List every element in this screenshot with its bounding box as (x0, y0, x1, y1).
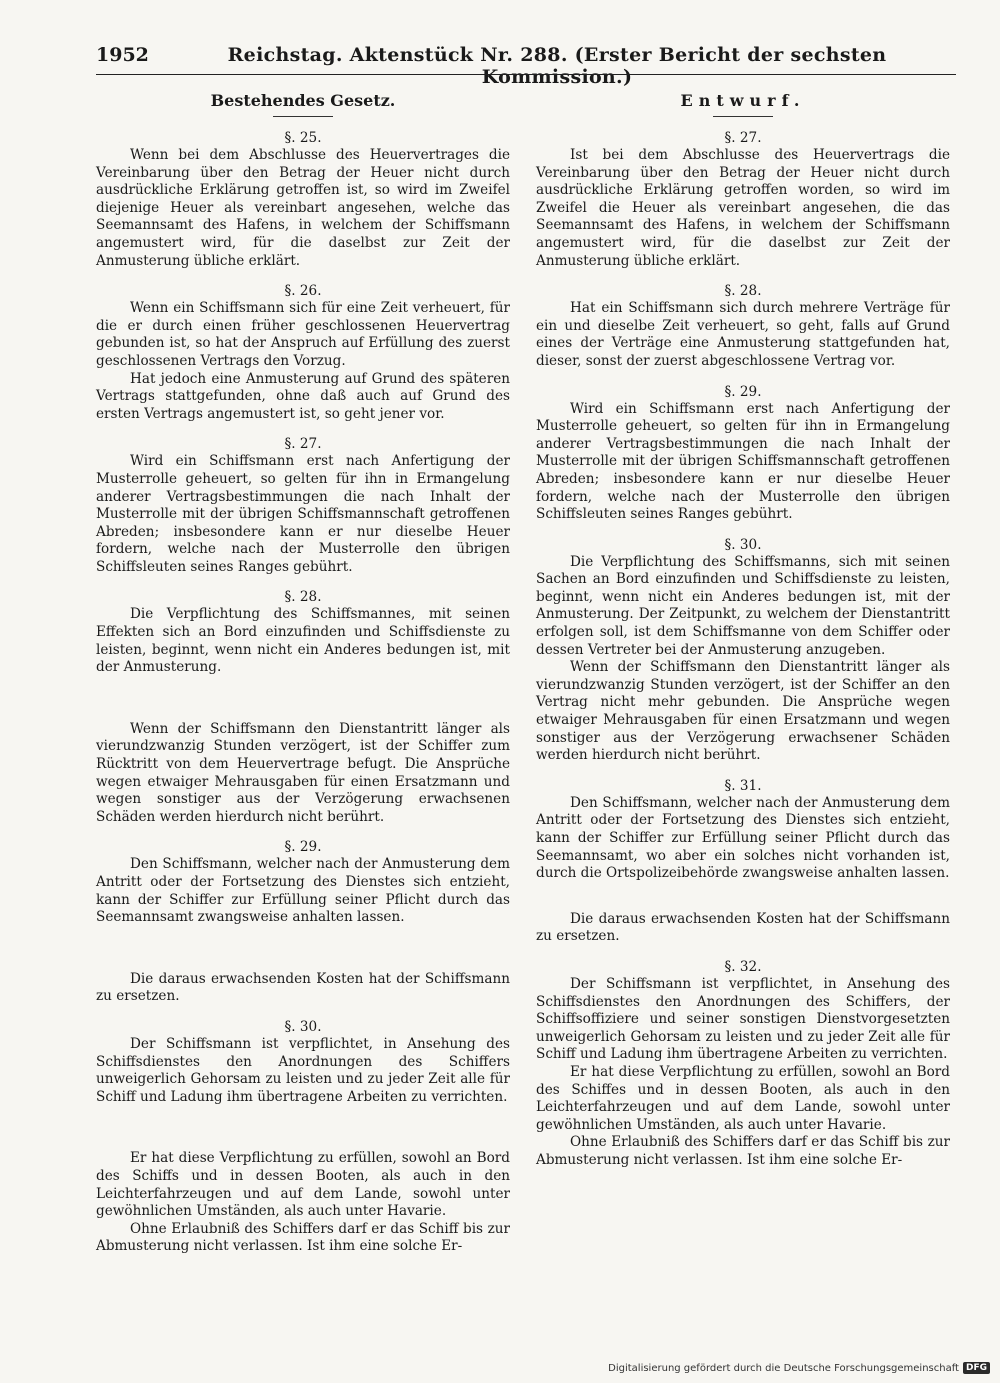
section-30 (536, 536, 950, 765)
paragraph: Die daraus erwachsenden Kosten hat der Schiffsmann zu ersetzen. (536, 910, 950, 945)
section-heading: §. 28. (284, 589, 322, 606)
section-30 (96, 1018, 510, 1256)
section-heading: §. 25. (284, 130, 322, 146)
paragraph: Wenn bei dem Abschlusse des Heuervertrages die Vereinbarung über den Betrag der Heuer nicht durch ausdrückliche Erklärung getroffen ist, so wird im Zweifel diejenige Heuer als vereinbart angesehen, welche das Seemannsamt des Hafens, in welchem der Schiffsmann angemustert wird, für die daselbst zur Zeit der Anmusterung übliche erklärt. (96, 147, 510, 269)
column-existing-law (96, 90, 510, 1256)
title-divider (713, 116, 773, 117)
digitization-credit (608, 1362, 990, 1374)
paragraph: Wenn der Schiffsmann den Dienstantritt länger als vierundzwanzig Stunden verzögert, ist der Schiffer zum Rücktritt von dem Heuervertrage befugt. Die Ansprüche wegen etwaiger Mehrausgaben für einen Ersatzmann und wegen sonstiger aus der Verzögerung erwachsenen Schäden werden hierdurch nicht berührt. (96, 720, 510, 825)
dfg-logo-icon: DFG (963, 1362, 990, 1374)
column-draft (536, 90, 950, 1170)
paragraph: Ohne Erlaubniß des Schiffers darf er das Schiff bis zur Abmusterung nicht verlassen. Ist ihm eine solche Er- (96, 1220, 510, 1255)
section-32 (536, 958, 950, 1170)
section-29 (536, 383, 950, 524)
paragraph: Hat ein Schiffsmann sich durch mehrere Verträge für ein und dieselbe Zeit verheuert, so geht, falls auf Grund eines der Verträge eine Anmusterung stattgefunden hat, dieser, sonst der zuerst abgeschlossene Vertrag vor. (536, 300, 950, 369)
paragraph: Wird ein Schiffsmann erst nach Anfertigung der Musterrolle geheuert, so gelten für ihn in Ermangelung anderer Vertragsbestimmungen die nach Inhalt der Musterrolle mit der übrigen Schiffsmannschaft getroffenen Abreden; insbesondere kann er nur dieselbe Heuer fordern, welche nach der Musterrolle den übrigen Schiffsleuten seines Ranges gebührt. (96, 453, 510, 575)
page-header (96, 44, 956, 88)
paragraph: Die Verpflichtung des Schiffsmannes, mit seinen Effekten sich an Bord einzufinden und Schiffsdienste zu leisten, beginnt, wenn nicht ein Anderes bedungen ist, mit der Anmusterung. (96, 606, 510, 676)
section-heading: §. 26. (284, 283, 322, 300)
paragraph: Wenn ein Schiffsmann sich für eine Zeit verheuert, für die er durch einen früher geschlossenen Heuervertrag gebunden ist, so hat der Anspruch auf Erfüllung des zuerst geschlossenen Vertrags den Vorzug. (96, 300, 510, 369)
section-heading: §. 30. (724, 536, 762, 553)
section-28 (536, 282, 950, 370)
page-number: 1952 (96, 44, 149, 66)
section-heading: §. 32. (724, 958, 762, 975)
section-27 (536, 129, 950, 270)
paragraph: Ist bei dem Abschlusse des Heuervertrags die Vereinbarung über den Betrag der Heuer nicht durch ausdrückliche Erklärung getroffen worden, so wird im Zweifel die Heuer als vereinbart angesehen, die das Seemannsamt des Hafens, in welchem der Schiffsmann angemustert wird, für die daselbst zur Zeit der Anmusterung übliche erklärt. (536, 147, 950, 269)
section-heading: §. 29. (724, 383, 762, 400)
section-heading: §. 27. (724, 130, 762, 146)
paragraph: Hat jedoch eine Anmusterung auf Grund des späteren Vertrags stattgefunden, ohne daß auch auf Grund des ersten Vertrags angemustert ist, so geht jener vor. (96, 370, 510, 422)
running-title: Reichstag. Aktenstück Nr. 288. (Erster Bericht der sechsten Kommission.) (227, 44, 887, 88)
credit-text: Digitalisierung gefördert durch die Deutsche Forschungsgemeinschaft (608, 1362, 959, 1374)
paragraph: Die Verpflichtung des Schiffsmanns, sich mit seinen Sachen an Bord einzufinden und Schiffsdienste zu leisten, beginnt, wenn nicht ein Anderes bedungen ist, mit der Anmusterung. Der Zeitpunkt, zu welchem der Dienstantritt erfolgen soll, ist dem Schiffsmanne von dem Schiffer oder dessen Vertreter bei der Anmusterung anzugeben. (536, 553, 950, 658)
section-heading: §. 30. (284, 1018, 322, 1035)
paragraph: Wird ein Schiffsmann erst nach Anfertigung der Musterrolle geheuert, so gelten für ihn in Ermangelung anderer Vertragsbestimmungen die nach Inhalt der Musterrolle mit der übrigen Schiffsmannschaft getroffenen Abreden; insbesondere kann er nur dieselbe Heuer fordern, welche nach der Musterrolle den übrigen Schiffsleuten seines Ranges gebührt. (536, 400, 950, 523)
title-divider (273, 116, 333, 117)
paragraph: Er hat diese Verpflichtung zu erfüllen, sowohl an Bord des Schiffes und in dessen Booten, als auch in den Leichterfahrzeugen und auf dem Lande, sowohl unter gewöhnlichen Umständen, als auch unter Havarie. (536, 1063, 950, 1133)
paragraph: Wenn der Schiffsmann den Dienstantritt länger als vierundzwanzig Stunden verzögert, ist der Schiffer an den Vertrag nicht mehr gebunden. Die Ansprüche wegen etwaiger Mehrausgaben für einen Ersatzmann und wegen sonstiger aus der Verzögerung erwachsener Schäden werden hierdurch nicht berührt. (536, 659, 950, 764)
paragraph: Ohne Erlaubniß des Schiffers darf er das Schiff bis zur Abmusterung nicht verlassen. Ist ihm eine solche Er- (536, 1134, 950, 1168)
section-31 (536, 777, 950, 946)
column-title: Entwurf. (680, 91, 806, 110)
paragraph: Er hat diese Verpflichtung zu erfüllen, sowohl an Bord des Schiffs und in dessen Booten, als auch in den Leichterfahrzeugen und auf dem Lande, sowohl unter gewöhnlichen Umständen, als auch unter Havarie. (96, 1150, 510, 1220)
column-title: Bestehendes Gesetz. (210, 91, 396, 110)
paragraph: Der Schiffsmann ist verpflichtet, in Ansehung des Schiffsdienstes den Anordnungen des Schiffers, der Schiffsoffiziere und seiner sonstigen Dienstvorgesetzten unweigerlich Gehorsam zu leisten und zu jeder Zeit alle für Schiff und Ladung ihm übertragene Arbeiten zu verrichten. (536, 975, 950, 1063)
section-28 (96, 588, 510, 826)
paragraph: Den Schiffsmann, welcher nach der Anmusterung dem Antritt oder der Fortsetzung des Dienstes sich entzieht, kann der Schiffer zur Erfüllung seiner Pflicht durch das Seemannsamt zwangsweise anhalten lassen. (96, 856, 510, 926)
section-27 (96, 435, 510, 576)
section-29 (96, 838, 510, 1006)
section-26 (96, 282, 510, 423)
section-heading: §. 29. (284, 839, 322, 856)
section-heading: §. 27. (284, 436, 322, 453)
section-25 (96, 129, 510, 270)
paragraph: Die daraus erwachsenden Kosten hat der Schiffsmann zu ersetzen. (96, 970, 510, 1005)
header-rule (96, 74, 956, 75)
section-heading: §. 28. (724, 283, 762, 300)
section-heading: §. 31. (724, 777, 762, 794)
paragraph: Den Schiffsmann, welcher nach der Anmusterung dem Antritt oder der Fortsetzung des Dienstes sich entzieht, kann der Schiffer zur Erfüllung seiner Pflicht durch das Seemannsamt, wo aber ein solches nicht vorhanden ist, durch die Ortspolizeibehörde zwangsweise anhalten lassen. (536, 794, 950, 882)
paragraph: Der Schiffsmann ist verpflichtet, in Ansehung des Schiffsdienstes den Anordnungen des Schiffers unweigerlich Gehorsam zu leisten und zu jeder Zeit alle für Schiff und Ladung ihm übertragene Arbeiten zu verrichten. (96, 1035, 510, 1105)
